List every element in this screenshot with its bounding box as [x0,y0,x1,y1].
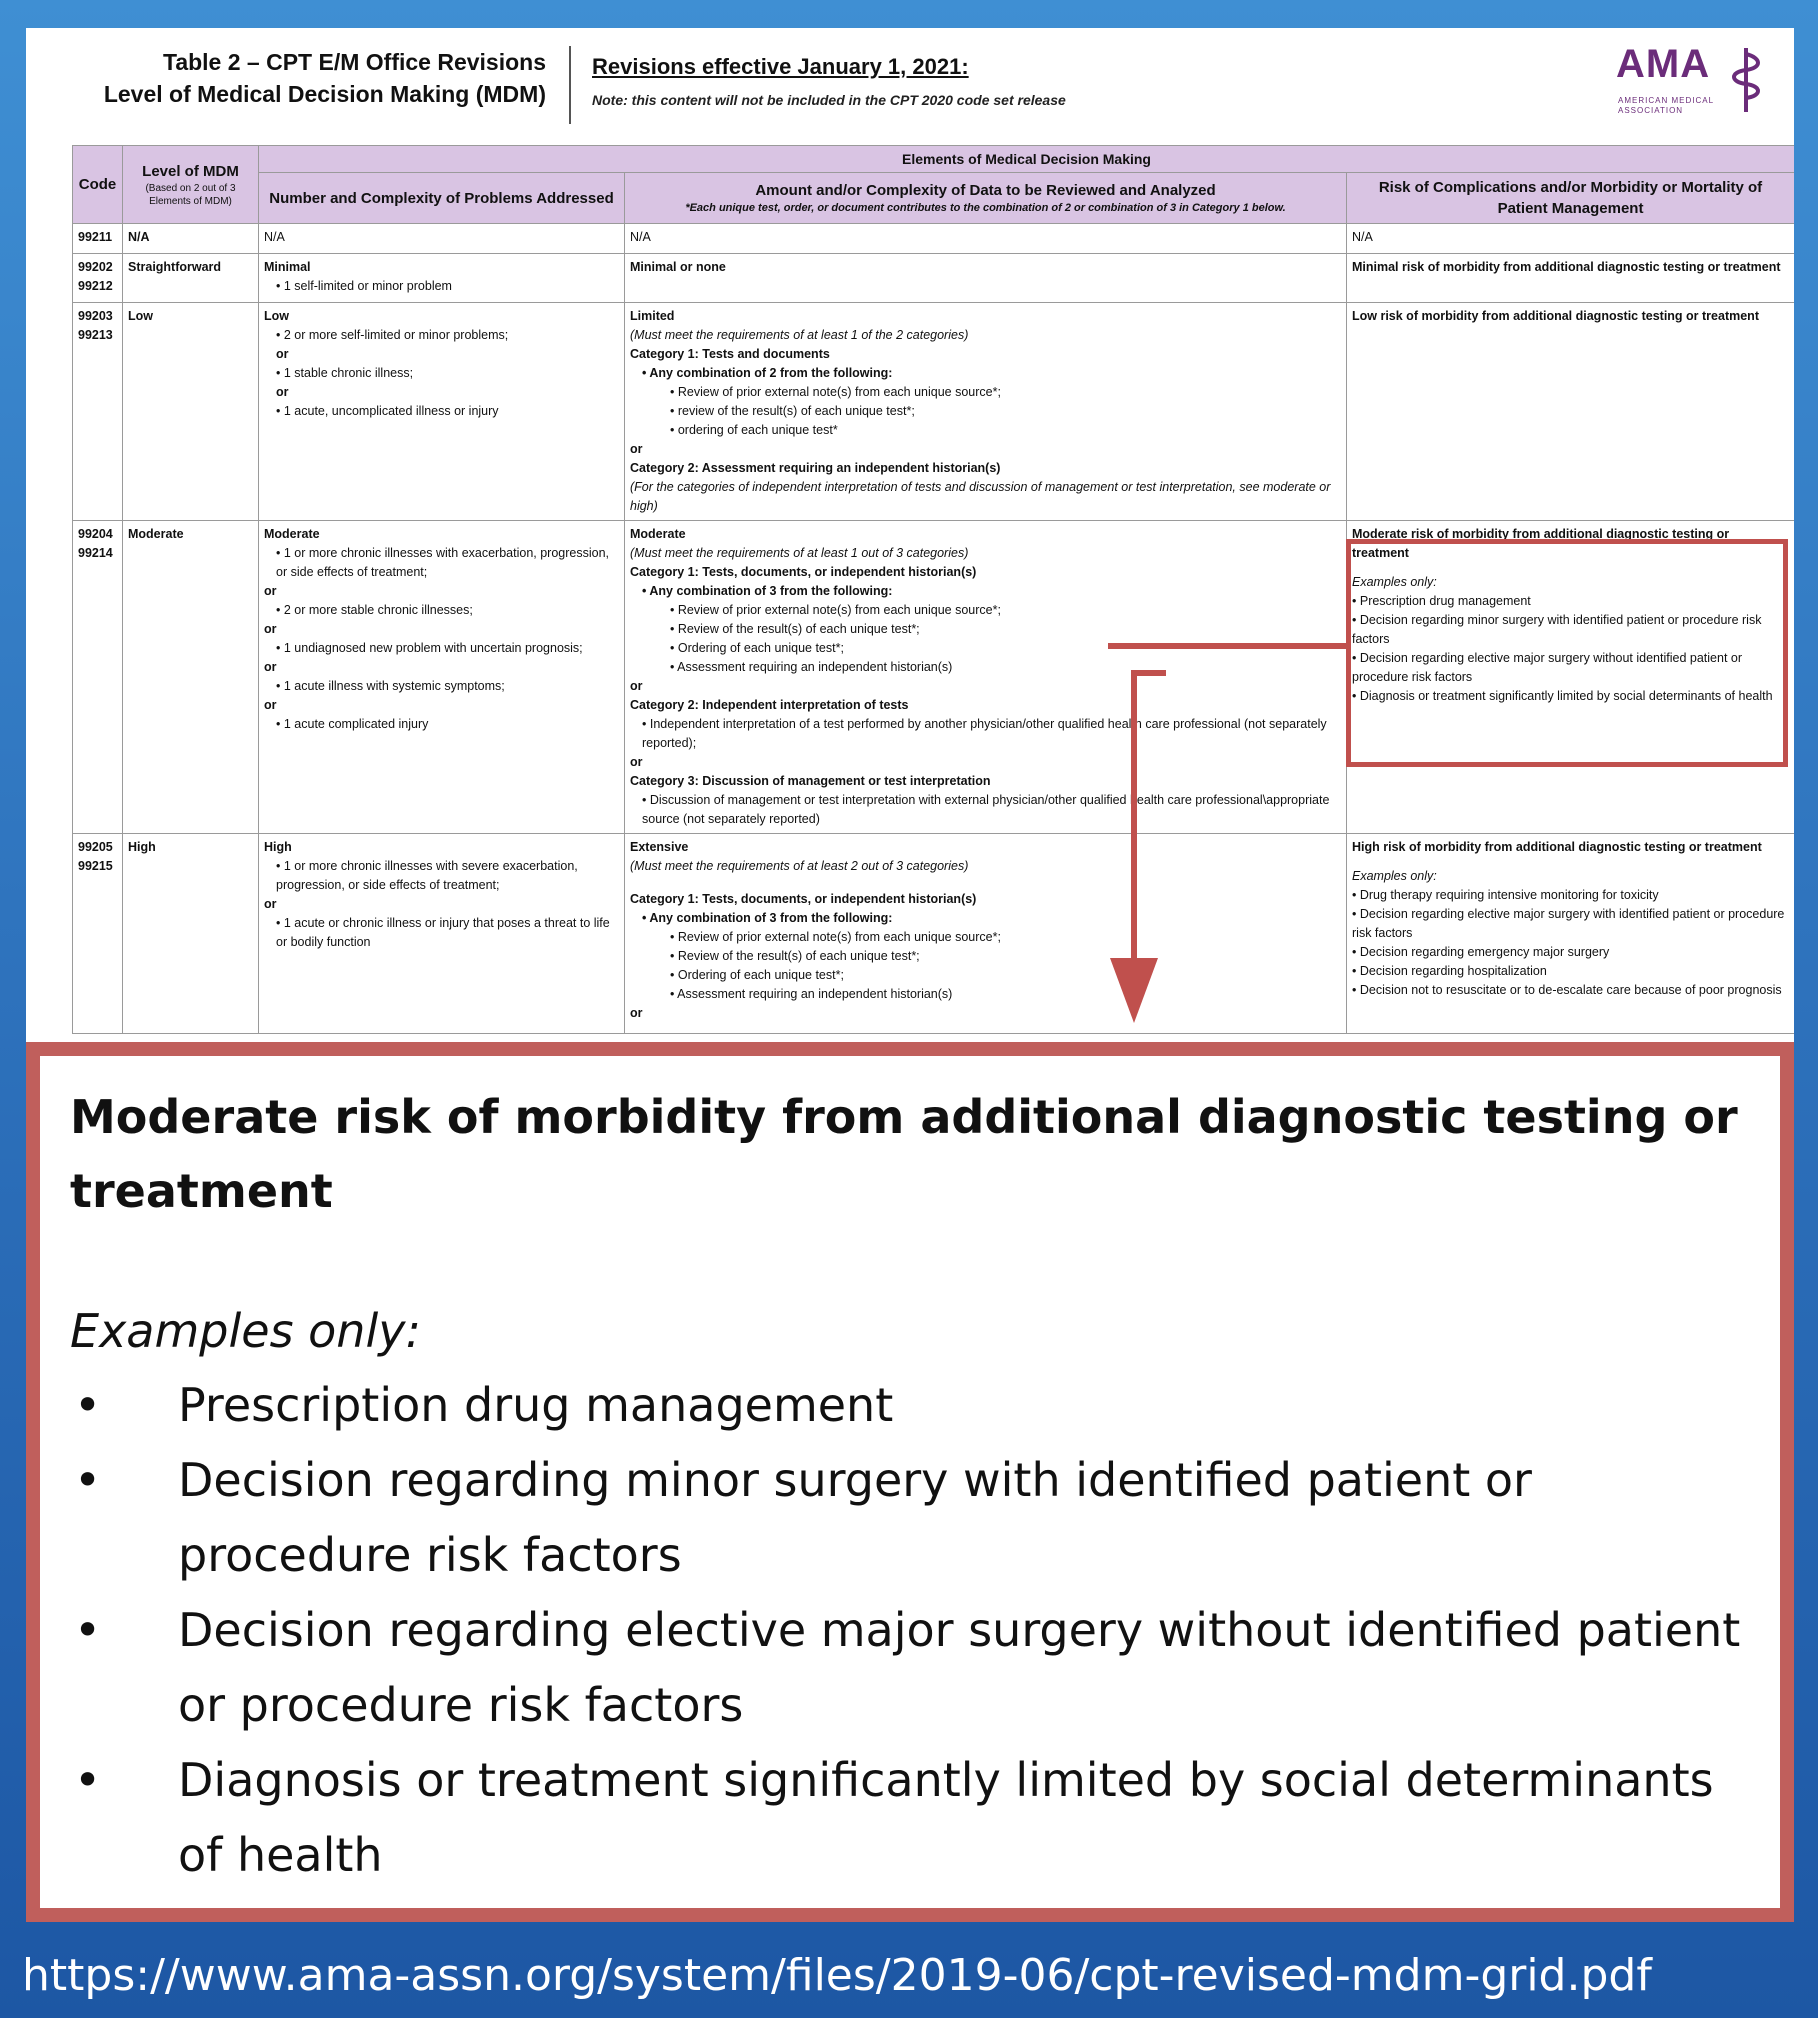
level-cell: High [123,834,259,1034]
data-cell: Minimal or none [625,254,1347,303]
list-item: • Decision regarding elective major surgery without identified patient or procedure risk factors [74,1603,1741,1732]
code-cell: 99204 99214 [73,521,123,834]
table-row [73,224,1795,254]
problems-cell: N/A [259,224,625,254]
group-header: Elements of Medical Decision Making [259,146,1795,173]
level-cell: Low [123,303,259,521]
code-cell: 99205 99215 [73,834,123,1034]
ama-logo-subtitle: AMERICAN MEDICAL ASSOCIATION [1618,96,1715,115]
problems-cell: Minimal • 1 self-limited or minor problem [259,254,625,303]
callout-box [26,1042,1794,1922]
table-row [73,303,1795,521]
title-line-2: Level of Medical Decision Making (MDM) [103,81,546,107]
risk-cell: Minimal risk of morbidity from additional diagnostic testing or treatment [1347,254,1795,303]
level-cell: Straightforward [123,254,259,303]
document-title [26,46,546,110]
risk-cell: N/A [1347,224,1795,254]
column-header-problems: Number and Complexity of Problems Addressed [259,173,625,224]
list-item: • Prescription drug management [74,1378,894,1432]
highlight-box [1346,539,1788,767]
data-cell: N/A [625,224,1347,254]
callout-heading: Moderate risk of morbidity from additional diagnostic testing or treatment [70,1090,1738,1218]
problems-cell: Low • 2 or more self-limited or minor problems; or • 1 stable chronic illness; or • 1 acute, uncomplicated illness or injury [259,303,625,521]
risk-cell: Moderate risk of morbidity from additional diagnostic testing or treatment Examples only: • Prescription drug management • Decision regarding minor surgery with identified patient or procedure risk factors • Decision regarding elective major surgery without identified patient or procedure risk factors • Diagnosis or treatment significantly limited by social determinants of health [1347,521,1795,834]
callout-list [70,1368,1754,1893]
list-item: • Decision regarding minor surgery with identified patient or procedure risk factors [74,1453,1532,1582]
code-cell: 99202 99212 [73,254,123,303]
header-divider [569,46,571,124]
column-header-level: Level of MDM (Based on 2 out of 3 Elements of MDM) [123,146,259,224]
data-cell: Limited (Must meet the requirements of at least 1 of the 2 categories) Category 1: Tests and documents • Any combination of 2 from the following: • Review of prior external note(s) from each unique source*; • review of the result(s) of each unique test*; • ordering of each unique test* or Category 2: Assessment requiring an independent historian(s) (For the categories of independent interpretation of tests and discussion of management or test interpretation, see moderate or high) [625,303,1347,521]
callout-examples-label: Examples only: [70,1304,421,1358]
revisions-heading: Revisions effective January 1, 2021: [592,54,969,79]
table-row [73,254,1795,303]
column-header-risk: Risk of Complications and/or Morbidity or Mortality of Patient Management [1347,173,1795,224]
staff-of-asclepius-icon [1728,44,1764,114]
data-cell: Moderate (Must meet the requirements of at least 1 out of 3 categories) Category 1: Tests, documents, or independent historian(s) • Any combination of 3 from the following: • Review of prior external note(s) from each unique source*; • Review of the result(s) of each unique test*; • Ordering of each unique test*; • Assessment requiring an independent historian(s) or Category 2: Independent interpretation of tests • Independent interpretation of a test performed by another physician/other qualified health care professional (not separately reported); or Category 3: Discussion of management or test interpretation • Discussion of management or test interpretation with external physician/other qualified health care professional\appropriate source (not separately reported) [625,521,1347,834]
problems-cell: Moderate • 1 or more chronic illnesses with exacerbation, progression, or side effects of treatment; or • 2 or more stable chronic illnesses; or • 1 undiagnosed new problem with uncertain prognosis; or • 1 acute illness with systemic symptoms; or • 1 acute complicated injury [259,521,625,834]
document-page [26,28,1794,1048]
code-cell: 99211 [73,224,123,254]
column-header-data: Amount and/or Complexity of Data to be Reviewed and Analyzed *Each unique test, order, or document contributes to the combination of 2 or combination of 3 in Category 1 below. [625,173,1347,224]
ama-logo [1616,42,1766,128]
ama-logo-text: AMA [1616,42,1711,86]
table-header-row-2 [73,173,1795,224]
callout-content [40,1056,1780,1908]
data-cell: Extensive (Must meet the requirements of at least 2 out of 3 categories) Category 1: Tests, documents, or independent historian(s) • Any combination of 3 from the following: • Review of prior external note(s) from each unique source*; • Review of the result(s) of each unique test*; • Ordering of each unique test*; • Assessment requiring an independent historian(s) or [625,834,1347,1034]
level-cell: Moderate [123,521,259,834]
level-cell: N/A [123,224,259,254]
arrow-down-icon [1106,628,1166,1028]
code-cell: 99203 99213 [73,303,123,521]
source-url: https://www.ama-assn.org/system/files/2019-06/cpt-revised-mdm-grid.pdf [22,1950,1652,2001]
arrow-connector [1108,642,1348,650]
table-header-row-1 [73,146,1795,173]
risk-cell: High risk of morbidity from additional diagnostic testing or treatment Examples only: • Drug therapy requiring intensive monitoring for toxicity • Decision regarding elective major surgery with identified patient or procedure risk factors • Decision regarding emergency major surgery • Decision regarding hospitalization • Decision not to resuscitate or to de-escalate care because of poor prognosis [1347,834,1795,1034]
column-header-code: Code [73,146,123,224]
risk-cell: Low risk of morbidity from additional diagnostic testing or treatment [1347,303,1795,521]
table-row [73,834,1795,1034]
problems-cell: High • 1 or more chronic illnesses with severe exacerbation, progression, or side effects of treatment; or • 1 acute or chronic illness or injury that poses a threat to life or bodily function [259,834,625,1034]
list-item: • Diagnosis or treatment significantly limited by social determinants of health [74,1753,1714,1882]
title-line-1: Table 2 – CPT E/M Office Revisions [162,49,546,75]
revisions-note: Note: this content will not be included in the CPT 2020 code set release [592,92,1066,108]
